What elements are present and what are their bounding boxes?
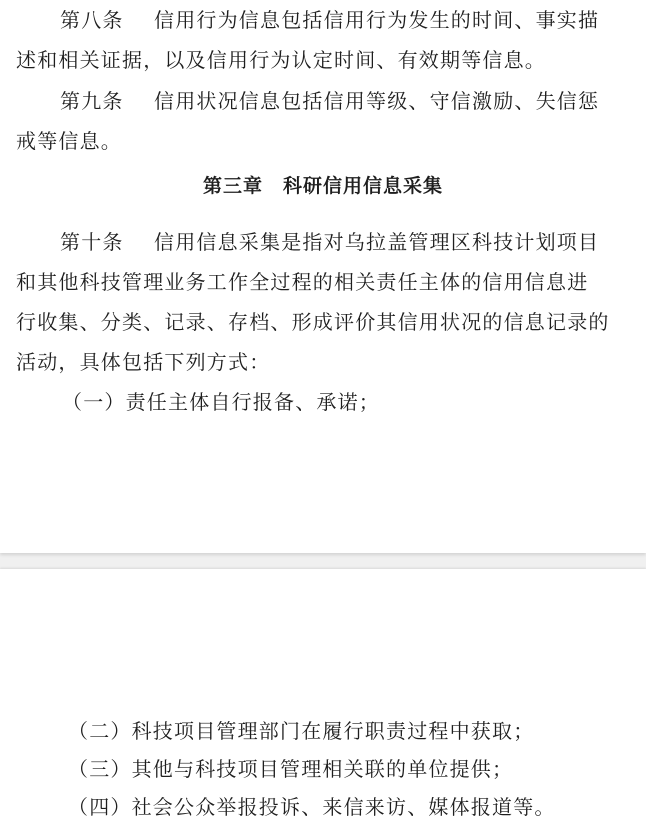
article-9-text-line-2: 戒等信息。 <box>16 129 122 153</box>
list-item-3: （三）其他与科技项目管理相关联的单位提供； <box>68 757 514 781</box>
list-item-1: （一）责任主体自行报备、承诺； <box>62 390 380 414</box>
article-8-text-line-1: 信用行为信息包括信用行为发生的时间、事实描 <box>154 8 600 32</box>
article-10-text-line-4: 活动，具体包括下列方式： <box>16 350 271 374</box>
article-10-text-line-2: 和其他科技管理业务工作全过程的相关责任主体的信用信息进 <box>16 270 589 294</box>
article-9-text-line-1: 信用状况信息包括信用等级、守信激励、失信惩 <box>154 89 600 113</box>
article-8-text-line-2: 述和相关证据，以及信用行为认定时间、有效期等信息。 <box>16 48 546 72</box>
article-8-number: 第八条 <box>60 8 124 32</box>
chapter-title: 第三章 科研信用信息采集 <box>202 175 443 197</box>
article-10-first-line <box>60 228 599 256</box>
article-9-first-line <box>60 87 599 115</box>
article-10-number: 第十条 <box>60 230 124 254</box>
article-10-text-line-1: 信用信息采集是指对乌拉盖管理区科技计划项目 <box>154 230 600 254</box>
document-page-2 <box>0 569 646 835</box>
article-9-number: 第九条 <box>60 89 124 113</box>
list-item-2: （二）科技项目管理部门在履行职责过程中获取； <box>68 719 535 743</box>
list-item-4: （四）社会公众举报投诉、来信来访、媒体报道等。 <box>68 795 556 819</box>
article-10-text-line-3: 行收集、分类、记录、存档、形成评价其信用状况的信息记录的 <box>16 310 610 334</box>
article-8-first-line <box>60 6 599 34</box>
